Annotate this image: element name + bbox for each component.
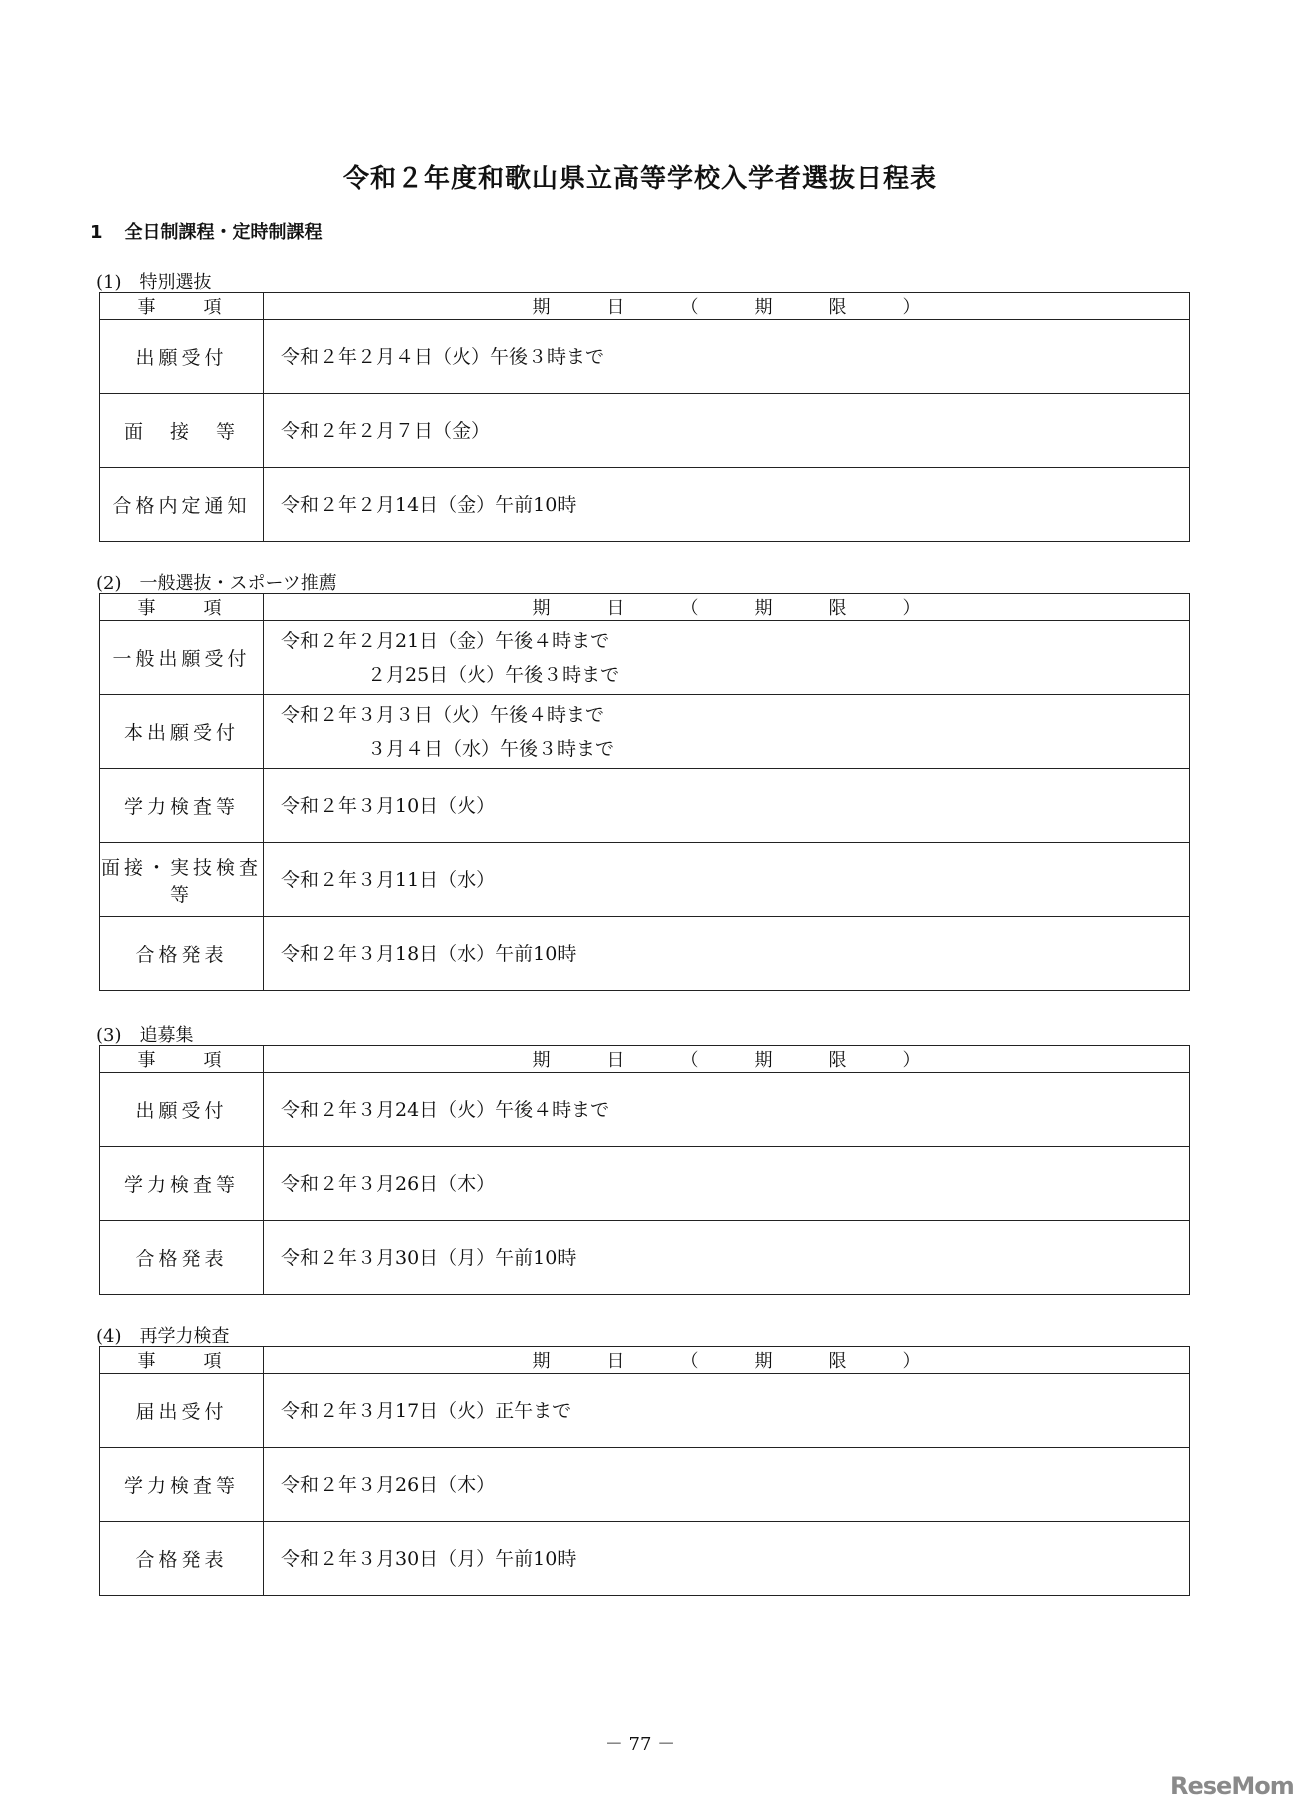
date-line: 令和２年３月24日（火）午後４時まで bbox=[281, 1098, 610, 1121]
date-line: 令和２年３月26日（木） bbox=[281, 1473, 496, 1496]
date-line: 令和２年３月10日（火） bbox=[281, 794, 496, 817]
header-date-char: 日 bbox=[606, 1050, 625, 1071]
date-cell bbox=[264, 1374, 1190, 1448]
date-line: 令和２年２月14日（金）午前10時 bbox=[281, 493, 577, 516]
subsection-number: (2) bbox=[96, 573, 122, 594]
item-cell: 合格内定通知 bbox=[100, 468, 264, 542]
date-cell bbox=[264, 1522, 1190, 1596]
header-item: 事 項 bbox=[100, 1046, 264, 1073]
header-date-char: 日 bbox=[606, 598, 625, 619]
table-row bbox=[100, 394, 1190, 468]
date-line: 令和２年３月18日（水）午前10時 bbox=[281, 942, 577, 965]
date-cell bbox=[264, 621, 1190, 695]
date-line: 令和２年２月21日（金）午後４時まで bbox=[281, 629, 610, 652]
date-line: ３月４日（水）午後３時まで bbox=[367, 737, 615, 760]
date-line: 令和２年３月26日（木） bbox=[281, 1172, 496, 1195]
resemom-logo: ReseMom bbox=[1170, 1772, 1294, 1800]
header-date-char: 期 bbox=[754, 1351, 773, 1372]
item-cell: 出願受付 bbox=[100, 320, 264, 394]
item-cell: 合格発表 bbox=[100, 1522, 264, 1596]
header-date-char: 期 bbox=[532, 598, 551, 619]
table-row bbox=[100, 695, 1190, 769]
date-line: ２月25日（火）午後３時まで bbox=[367, 663, 620, 686]
item-cell: 学力検査等 bbox=[100, 769, 264, 843]
header-date-char: （ bbox=[680, 297, 699, 318]
subsection-label: 一般選抜・スポーツ推薦 bbox=[139, 573, 337, 594]
header-date-char: ） bbox=[902, 598, 921, 619]
date-cell bbox=[264, 1221, 1190, 1295]
header-date-char: 日 bbox=[606, 297, 625, 318]
date-line: 令和２年３月30日（月）午前10時 bbox=[281, 1547, 577, 1570]
header-date-char: 限 bbox=[828, 297, 847, 318]
item-cell: 届出受付 bbox=[100, 1374, 264, 1448]
subsection-label: 特別選抜 bbox=[139, 272, 212, 293]
subsection-label: 再学力検査 bbox=[139, 1326, 230, 1347]
item-cell: 出願受付 bbox=[100, 1073, 264, 1147]
date-cell bbox=[264, 1147, 1190, 1221]
header-date-char: （ bbox=[680, 598, 699, 619]
header-date bbox=[264, 1347, 1190, 1374]
header-date-char: （ bbox=[680, 1050, 699, 1071]
header-date-char: 期 bbox=[532, 1351, 551, 1372]
header-item: 事 項 bbox=[100, 293, 264, 320]
header-date-char: 限 bbox=[828, 598, 847, 619]
table-row bbox=[100, 843, 1190, 917]
table-header bbox=[100, 293, 1190, 320]
subsection-heading bbox=[96, 268, 230, 294]
subsection-label: 追募集 bbox=[139, 1025, 194, 1046]
table-header bbox=[100, 594, 1190, 621]
header-date bbox=[264, 594, 1190, 621]
schedule-table bbox=[99, 593, 1190, 991]
schedule-table bbox=[99, 1045, 1190, 1295]
header-date-char: 期 bbox=[754, 598, 773, 619]
date-line: 令和２年２月７日（金） bbox=[281, 419, 491, 442]
schedule-table bbox=[99, 292, 1190, 542]
header-date bbox=[264, 293, 1190, 320]
date-line: 令和２年３月11日（水） bbox=[281, 868, 496, 891]
subsection-number: (4) bbox=[96, 1326, 122, 1347]
table-row bbox=[100, 1374, 1190, 1448]
date-cell bbox=[264, 394, 1190, 468]
header-date-char: 限 bbox=[828, 1050, 847, 1071]
header-date-char: ） bbox=[902, 297, 921, 318]
table-row bbox=[100, 917, 1190, 991]
header-date-char: 期 bbox=[754, 1050, 773, 1071]
date-line: 令和２年２月４日（火）午後３時まで bbox=[281, 345, 605, 368]
subsection-heading bbox=[96, 1021, 212, 1047]
header-date-char: ） bbox=[902, 1351, 921, 1372]
item-cell: 合格発表 bbox=[100, 917, 264, 991]
date-cell bbox=[264, 843, 1190, 917]
section-number: 1 bbox=[90, 222, 103, 243]
subsection-number: (3) bbox=[96, 1025, 122, 1046]
item-cell: 一般出願受付 bbox=[100, 621, 264, 695]
date-cell bbox=[264, 1073, 1190, 1147]
table-row bbox=[100, 320, 1190, 394]
section-label: 全日制課程・定時制課程 bbox=[124, 222, 323, 243]
table-row bbox=[100, 1522, 1190, 1596]
header-date-char: 期 bbox=[532, 297, 551, 318]
page-number: － 77 － bbox=[604, 1734, 676, 1755]
table-header bbox=[100, 1046, 1190, 1073]
date-cell bbox=[264, 468, 1190, 542]
date-line: 令和２年３月30日（月）午前10時 bbox=[281, 1246, 577, 1269]
date-cell bbox=[264, 695, 1190, 769]
date-cell bbox=[264, 1448, 1190, 1522]
table-header bbox=[100, 1347, 1190, 1374]
header-item: 事 項 bbox=[100, 594, 264, 621]
table-row bbox=[100, 1073, 1190, 1147]
subsection-heading bbox=[96, 1322, 248, 1348]
table-row bbox=[100, 468, 1190, 542]
date-cell bbox=[264, 917, 1190, 991]
item-cell: 面接・実技検査等 bbox=[100, 843, 264, 917]
table-row bbox=[100, 1221, 1190, 1295]
table-row bbox=[100, 769, 1190, 843]
header-date-char: 限 bbox=[828, 1351, 847, 1372]
item-cell: 本出願受付 bbox=[100, 695, 264, 769]
item-cell: 面 接 等 bbox=[100, 394, 264, 468]
table-row bbox=[100, 621, 1190, 695]
table-row bbox=[100, 1448, 1190, 1522]
header-date-char: （ bbox=[680, 1351, 699, 1372]
date-line: 令和２年３月３日（火）午後４時まで bbox=[281, 703, 605, 726]
subsection-heading bbox=[96, 569, 355, 595]
page-title: 令和２年度和歌山県立高等学校入学者選抜日程表 bbox=[342, 164, 937, 194]
date-line: 令和２年３月17日（火）正午まで bbox=[281, 1399, 572, 1422]
subsection-number: (1) bbox=[96, 272, 122, 293]
item-cell: 学力検査等 bbox=[100, 1147, 264, 1221]
header-date-char: 期 bbox=[754, 297, 773, 318]
table-row bbox=[100, 1147, 1190, 1221]
item-cell: 学力検査等 bbox=[100, 1448, 264, 1522]
header-date-char: 期 bbox=[532, 1050, 551, 1071]
date-cell bbox=[264, 769, 1190, 843]
section-heading bbox=[90, 218, 345, 244]
header-date bbox=[264, 1046, 1190, 1073]
header-date-char: 日 bbox=[606, 1351, 625, 1372]
item-cell: 合格発表 bbox=[100, 1221, 264, 1295]
header-item: 事 項 bbox=[100, 1347, 264, 1374]
schedule-table bbox=[99, 1346, 1190, 1596]
date-cell bbox=[264, 320, 1190, 394]
header-date-char: ） bbox=[902, 1050, 921, 1071]
